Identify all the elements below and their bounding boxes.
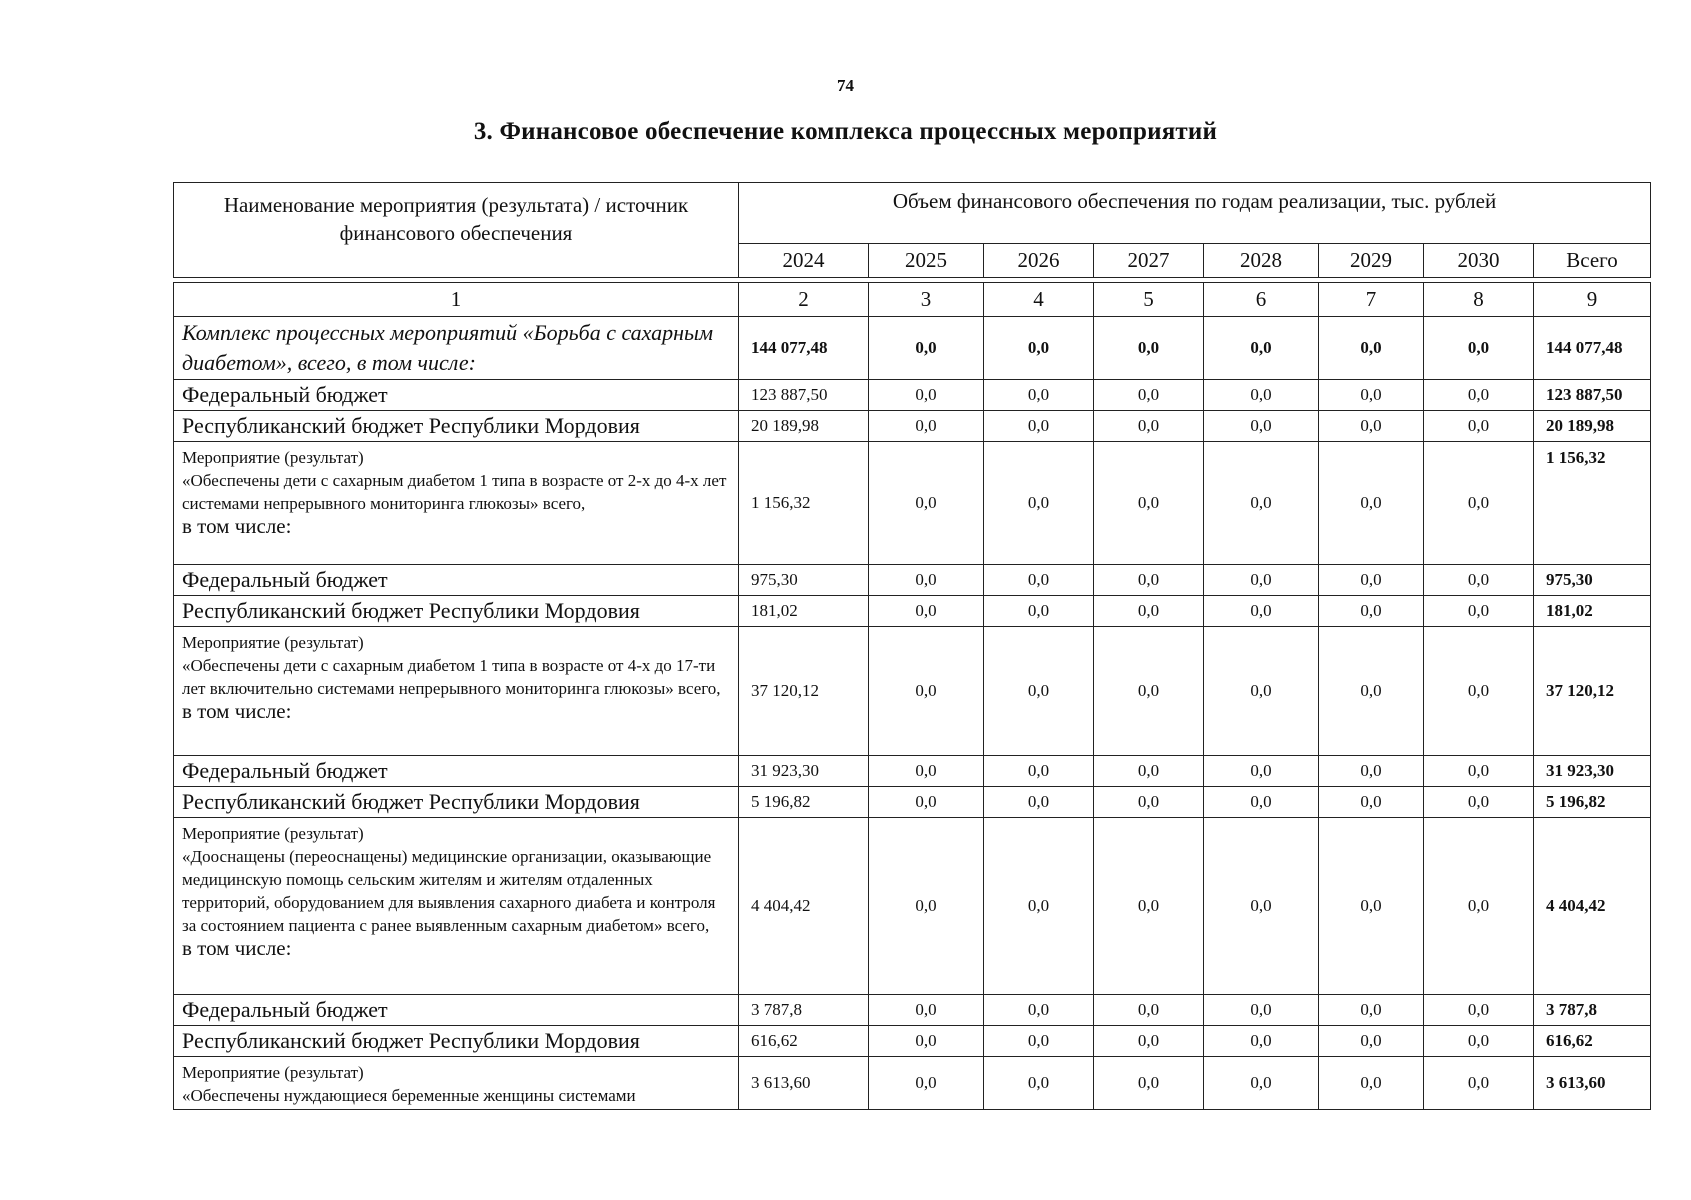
row-label (174, 380, 739, 411)
event-row (174, 442, 1651, 565)
year-value: 0,0 (1424, 756, 1534, 787)
complex-total-row (174, 317, 1651, 380)
total-value: 1 156,32 (1534, 442, 1651, 565)
year-value: 0,0 (869, 411, 984, 442)
total-value: 616,62 (1534, 1026, 1651, 1057)
year-value: 0,0 (1204, 627, 1319, 756)
total-value: 31 923,30 (1534, 756, 1651, 787)
year-header: 2029 (1319, 244, 1424, 278)
year-value: 0,0 (869, 818, 984, 995)
year-value: 0,0 (869, 787, 984, 818)
event-row (174, 627, 1651, 756)
year-value: 0,0 (1319, 818, 1424, 995)
funding-source-row (174, 995, 1651, 1026)
year-value: 0,0 (869, 380, 984, 411)
year-header: 2024 (739, 244, 869, 278)
year-value: 123 887,50 (739, 380, 869, 411)
year-value: 20 189,98 (739, 411, 869, 442)
row-label-line: в том числе: (182, 936, 292, 960)
financing-table (173, 282, 1651, 1110)
column-number-row (174, 283, 1651, 317)
year-value: 0,0 (1319, 380, 1424, 411)
row-label-line: Комплекс процессных мероприятий «Борьба с сахарным диабетом», всего, в том числе: (182, 320, 713, 375)
total-value: 5 196,82 (1534, 787, 1651, 818)
year-header: 2027 (1094, 244, 1204, 278)
year-value: 0,0 (1424, 565, 1534, 596)
year-value: 1 156,32 (739, 442, 869, 565)
year-value: 0,0 (1319, 565, 1424, 596)
row-label-line: Федеральный бюджет (182, 758, 388, 783)
total-header: Всего (1534, 244, 1651, 278)
row-label-line: Мероприятие (результат) (182, 824, 364, 843)
row-label (174, 317, 739, 380)
total-value: 181,02 (1534, 596, 1651, 627)
row-label (174, 756, 739, 787)
year-value: 0,0 (1424, 317, 1534, 380)
year-value: 0,0 (984, 317, 1094, 380)
year-value: 0,0 (1094, 627, 1204, 756)
year-value: 0,0 (1319, 627, 1424, 756)
year-value: 0,0 (1204, 380, 1319, 411)
year-value: 0,0 (1094, 756, 1204, 787)
row-label (174, 596, 739, 627)
year-value: 0,0 (984, 1057, 1094, 1110)
year-value: 37 120,12 (739, 627, 869, 756)
row-label (174, 1026, 739, 1057)
year-value: 3 613,60 (739, 1057, 869, 1110)
year-value: 0,0 (869, 1026, 984, 1057)
year-value: 0,0 (984, 756, 1094, 787)
year-value: 144 077,48 (739, 317, 869, 380)
year-value: 0,0 (984, 411, 1094, 442)
year-value: 0,0 (984, 442, 1094, 565)
event-row (174, 1057, 1651, 1110)
total-value: 20 189,98 (1534, 411, 1651, 442)
year-value: 0,0 (1319, 756, 1424, 787)
total-value: 3 787,8 (1534, 995, 1651, 1026)
column-number: 6 (1204, 283, 1319, 317)
year-value: 0,0 (1319, 596, 1424, 627)
year-value: 0,0 (1204, 317, 1319, 380)
event-row (174, 818, 1651, 995)
year-value: 0,0 (984, 596, 1094, 627)
column-number: 8 (1424, 283, 1534, 317)
year-value: 0,0 (869, 627, 984, 756)
name-column-header: Наименование мероприятия (результата) / источник финансового обеспечения (174, 183, 739, 278)
row-label-line: Республиканский бюджет Республики Мордовия (182, 789, 640, 814)
year-value: 0,0 (1204, 411, 1319, 442)
year-value: 4 404,42 (739, 818, 869, 995)
year-value: 0,0 (869, 317, 984, 380)
year-value: 0,0 (1204, 787, 1319, 818)
year-value: 0,0 (1424, 1026, 1534, 1057)
total-value: 123 887,50 (1534, 380, 1651, 411)
total-value: 144 077,48 (1534, 317, 1651, 380)
year-value: 0,0 (1094, 442, 1204, 565)
total-value: 975,30 (1534, 565, 1651, 596)
year-value: 3 787,8 (739, 995, 869, 1026)
year-value: 5 196,82 (739, 787, 869, 818)
year-value: 0,0 (869, 442, 984, 565)
row-label-line: Федеральный бюджет (182, 997, 388, 1022)
year-value: 0,0 (1094, 818, 1204, 995)
column-number: 9 (1534, 283, 1651, 317)
year-value: 0,0 (1094, 380, 1204, 411)
total-value: 4 404,42 (1534, 818, 1651, 995)
year-value: 0,0 (984, 818, 1094, 995)
year-value: 0,0 (869, 995, 984, 1026)
year-value: 0,0 (1424, 787, 1534, 818)
year-value: 0,0 (984, 565, 1094, 596)
year-value: 0,0 (869, 565, 984, 596)
year-value: 0,0 (1094, 317, 1204, 380)
year-value: 0,0 (1204, 1057, 1319, 1110)
funding-source-row (174, 787, 1651, 818)
year-header: 2030 (1424, 244, 1534, 278)
total-value: 37 120,12 (1534, 627, 1651, 756)
row-label-line: «Обеспечены нуждающиеся беременные женщины системами (182, 1086, 636, 1105)
year-value: 0,0 (869, 1057, 984, 1110)
row-label-line: «Обеспечены дети с сахарным диабетом 1 типа в возрасте от 2-х до 4-х лет системами непрерывного мониторинга глюкозы» всего, (182, 471, 727, 513)
row-label-line: «Обеспечены дети с сахарным диабетом 1 типа в возрасте от 4-х до 17-ти лет включительно системами непрерывного мониторинга глюкозы» всего, (182, 656, 721, 698)
year-header: 2026 (984, 244, 1094, 278)
year-value: 0,0 (1424, 411, 1534, 442)
year-value: 0,0 (1319, 1026, 1424, 1057)
year-value: 0,0 (1424, 596, 1534, 627)
year-value: 0,0 (1094, 596, 1204, 627)
row-label-line: «Дооснащены (переоснащены) медицинские организации, оказывающие медицинскую помощь сельским жителям и жителям отдаленных территорий, оборудованием для выявления сахарного диабета и контроля за состоянием пациента с ранее выявленным сахарным диабетом» всего, (182, 847, 716, 935)
year-value: 0,0 (1204, 442, 1319, 565)
year-value: 0,0 (1204, 756, 1319, 787)
year-value: 0,0 (1424, 1057, 1534, 1110)
row-label-line: Федеральный бюджет (182, 382, 388, 407)
year-value: 0,0 (1319, 442, 1424, 565)
year-value: 0,0 (1424, 380, 1534, 411)
column-number: 5 (1094, 283, 1204, 317)
year-value: 616,62 (739, 1026, 869, 1057)
year-value: 0,0 (1424, 627, 1534, 756)
year-value: 0,0 (1319, 411, 1424, 442)
year-value: 0,0 (1319, 317, 1424, 380)
year-value: 0,0 (984, 380, 1094, 411)
row-label (174, 818, 739, 995)
row-label (174, 627, 739, 756)
page-number: 74 (837, 76, 854, 95)
year-value: 975,30 (739, 565, 869, 596)
year-value: 0,0 (1094, 565, 1204, 596)
row-label-line: Республиканский бюджет Республики Мордовия (182, 598, 640, 623)
funding-source-row (174, 1026, 1651, 1057)
year-value: 0,0 (1319, 787, 1424, 818)
year-value: 0,0 (869, 756, 984, 787)
row-label-line: Мероприятие (результат) (182, 1063, 364, 1082)
year-value: 0,0 (1204, 818, 1319, 995)
year-value: 0,0 (1204, 565, 1319, 596)
total-value: 3 613,60 (1534, 1057, 1651, 1110)
funding-source-row (174, 596, 1651, 627)
row-label-line: Мероприятие (результат) (182, 633, 364, 652)
table-header (173, 182, 1651, 278)
year-value: 0,0 (984, 627, 1094, 756)
row-label-line: Федеральный бюджет (182, 567, 388, 592)
funding-source-row (174, 756, 1651, 787)
volume-caption: Объем финансового обеспечения по годам реализации, тыс. рублей (739, 183, 1651, 244)
year-value: 31 923,30 (739, 756, 869, 787)
year-value: 0,0 (1094, 1057, 1204, 1110)
row-label-line: в том числе: (182, 514, 292, 538)
year-value: 0,0 (1319, 995, 1424, 1026)
row-label-line: Республиканский бюджет Республики Мордовия (182, 1028, 640, 1053)
year-value: 0,0 (1204, 1026, 1319, 1057)
column-number: 3 (869, 283, 984, 317)
year-value: 0,0 (984, 995, 1094, 1026)
year-value: 0,0 (1094, 1026, 1204, 1057)
row-label-line: Мероприятие (результат) (182, 448, 364, 467)
row-label (174, 565, 739, 596)
column-number: 1 (174, 283, 739, 317)
column-number: 2 (739, 283, 869, 317)
row-label-line: в том числе: (182, 699, 292, 723)
year-value: 0,0 (1094, 787, 1204, 818)
year-value: 0,0 (1424, 442, 1534, 565)
year-value: 0,0 (984, 787, 1094, 818)
row-label (174, 411, 739, 442)
year-value: 0,0 (1204, 596, 1319, 627)
year-value: 0,0 (1424, 995, 1534, 1026)
year-value: 0,0 (1094, 411, 1204, 442)
row-label (174, 995, 739, 1026)
row-label (174, 442, 739, 565)
year-value: 181,02 (739, 596, 869, 627)
year-value: 0,0 (1094, 995, 1204, 1026)
row-label (174, 787, 739, 818)
year-value: 0,0 (869, 596, 984, 627)
column-number: 7 (1319, 283, 1424, 317)
year-value: 0,0 (1319, 1057, 1424, 1110)
year-header: 2025 (869, 244, 984, 278)
year-value: 0,0 (1424, 818, 1534, 995)
row-label-line: Республиканский бюджет Республики Мордовия (182, 413, 640, 438)
funding-source-row (174, 565, 1651, 596)
funding-source-row (174, 380, 1651, 411)
funding-source-row (174, 411, 1651, 442)
year-value: 0,0 (984, 1026, 1094, 1057)
section-heading: 3. Финансовое обеспечение комплекса процессных мероприятий (473, 118, 1218, 145)
row-label (174, 1057, 739, 1110)
year-header: 2028 (1204, 244, 1319, 278)
year-value: 0,0 (1204, 995, 1319, 1026)
column-number: 4 (984, 283, 1094, 317)
